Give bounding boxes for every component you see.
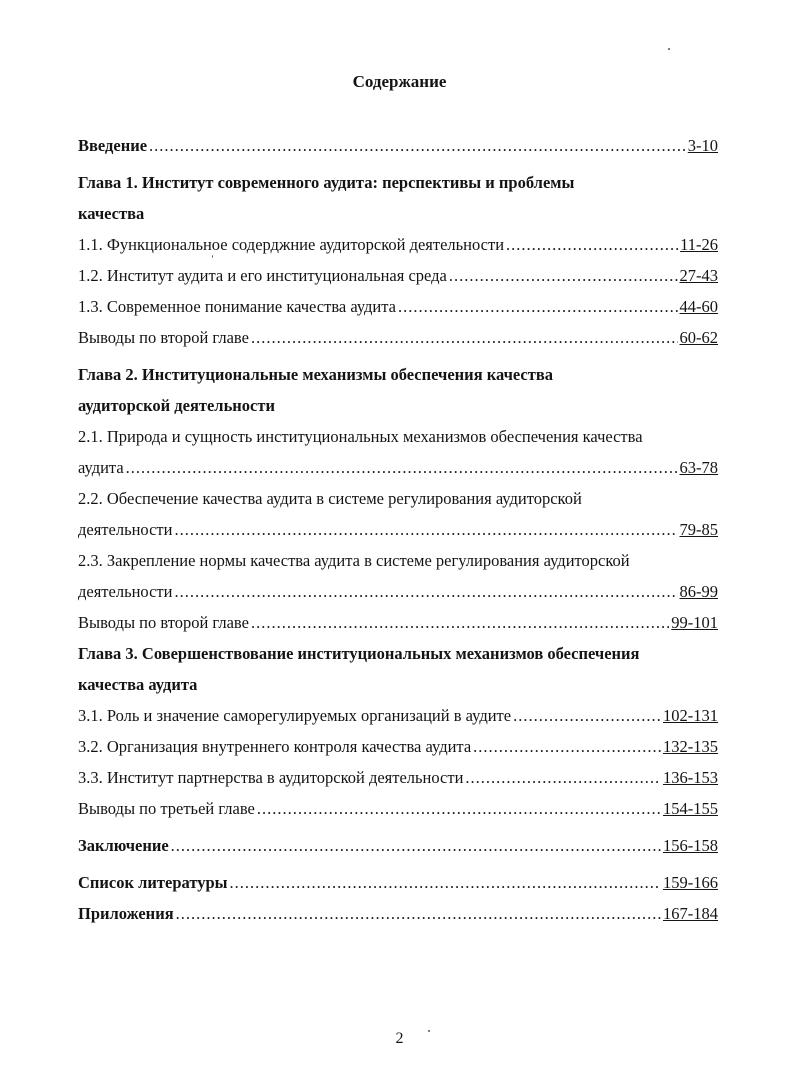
- toc-entry-label: 2.1. Природа и сущность институциональных механизмов обеспечения качества: [78, 427, 643, 446]
- page-number: 2: [395, 1030, 404, 1047]
- toc-entry: [78, 452, 718, 483]
- toc-chapter-heading: [78, 669, 718, 700]
- toc-entry-label: Выводы по второй главе: [78, 613, 249, 632]
- page-title: Содержание: [352, 72, 447, 91]
- dot-leader: [251, 322, 678, 353]
- toc-chapter-heading: [78, 359, 718, 390]
- toc-entry-pages: 79-85: [679, 520, 718, 539]
- dot-leader: [513, 700, 661, 731]
- chapter-heading-line: аудиторской деятельности: [78, 396, 275, 415]
- toc-entry-pages: 154-155: [663, 799, 718, 818]
- toc-entry-label: 2.3. Закрепление нормы качества аудита в системе регулирования аудиторской: [78, 551, 630, 570]
- toc-chapter-heading: [78, 638, 718, 669]
- toc-entry: [78, 291, 718, 322]
- toc-entry-pages: 63-78: [679, 458, 718, 477]
- toc-entry-label: Выводы по третьей главе: [78, 799, 255, 818]
- toc-entry: [78, 260, 718, 291]
- toc-entry-label: деятельности: [78, 520, 173, 539]
- toc-entry: [78, 514, 718, 545]
- chapter-heading-line: Глава 3. Совершенствование институциональных механизмов обеспечения: [78, 644, 640, 663]
- toc-entry: [78, 607, 718, 638]
- toc-entry-label: Введение: [78, 136, 148, 155]
- dot-leader: [174, 514, 677, 545]
- toc-entry-pages: 3-10: [687, 136, 718, 155]
- dot-leader: [174, 576, 677, 607]
- toc-entry-pages: 86-99: [679, 582, 718, 601]
- toc-entry-pages: 60-62: [679, 328, 718, 347]
- dot-leader: [176, 898, 661, 929]
- toc-entry-label: Заключение: [78, 836, 169, 855]
- toc-entry: [78, 576, 718, 607]
- dot-leader: [251, 607, 669, 638]
- toc-entry-text: [78, 483, 718, 514]
- toc-entry-label: 3.3. Институт партнерства в аудиторской деятельности: [78, 768, 464, 787]
- chapter-heading-line: качества аудита: [78, 675, 198, 694]
- toc-entry-label: 3.2. Организация внутреннего контроля качества аудита: [78, 737, 472, 756]
- toc-entry-pages: 132-135: [663, 737, 718, 756]
- chapter-heading-line: качества: [78, 204, 145, 223]
- dot-leader: [398, 291, 678, 322]
- toc-entry: [78, 731, 718, 762]
- table-of-contents: [78, 130, 718, 929]
- toc-entry: [78, 793, 718, 824]
- toc-entry-pages: 156-158: [663, 836, 718, 855]
- toc-entry-pages: 27-43: [679, 266, 718, 285]
- toc-chapter-heading: [78, 390, 718, 421]
- dot-leader: [126, 452, 678, 483]
- dot-leader: [230, 867, 661, 898]
- toc-entry-label: Список литературы: [78, 873, 228, 892]
- dot-leader: [449, 260, 678, 291]
- toc-entry-label: Приложения: [78, 904, 174, 923]
- toc-entry-label: 3.1. Роль и значение саморегулируемых организаций в аудите: [78, 706, 512, 725]
- toc-entry-text: [78, 545, 718, 576]
- toc-entry-pages: 159-166: [663, 873, 718, 892]
- dot-leader: [149, 130, 686, 161]
- dot-leader: [465, 762, 661, 793]
- toc-entry-label: аудита: [78, 458, 124, 477]
- dot-leader: [257, 793, 661, 824]
- toc-entry-bibliography: [78, 867, 718, 898]
- toc-entry-pages: 44-60: [679, 297, 718, 316]
- toc-entry-conclusion: [78, 830, 718, 861]
- toc-entry-pages: 99-101: [671, 613, 718, 632]
- toc-entry-appendices: [78, 898, 718, 929]
- toc-entry: [78, 700, 718, 731]
- scan-speck: [668, 48, 670, 50]
- toc-entry-pages: 102-131: [663, 706, 718, 725]
- toc-entry-introduction: [78, 130, 718, 161]
- chapter-heading-line: Глава 1. Институт современного аудита: перспективы и проблемы: [78, 173, 575, 192]
- dot-leader: [171, 830, 661, 861]
- scan-speck: [212, 255, 213, 258]
- dot-leader: [473, 731, 661, 762]
- toc-entry: [78, 229, 718, 260]
- toc-entry-text: [78, 421, 718, 452]
- toc-entry-label: 1.3. Современное понимание качества аудита: [78, 297, 396, 316]
- toc-entry: [78, 762, 718, 793]
- toc-chapter-heading: [78, 198, 718, 229]
- toc-entry-pages: 11-26: [680, 235, 718, 254]
- toc-entry-label: 1.1. Функциональное содерджние аудиторской деятельности: [78, 235, 505, 254]
- toc-entry-label: деятельности: [78, 582, 173, 601]
- toc-entry-label: 1.2. Институт аудита и его институциональная среда: [78, 266, 447, 285]
- chapter-heading-line: Глава 2. Институциональные механизмы обеспечения качества: [78, 365, 554, 384]
- toc-entry: [78, 322, 718, 353]
- toc-entry-pages: 167-184: [663, 904, 718, 923]
- toc-entry-pages: 136-153: [663, 768, 718, 787]
- toc-entry-label: 2.2. Обеспечение качества аудита в системе регулирования аудиторской: [78, 489, 582, 508]
- toc-chapter-heading: [78, 167, 718, 198]
- toc-entry-label: Выводы по второй главе: [78, 328, 249, 347]
- dot-leader: [506, 229, 678, 260]
